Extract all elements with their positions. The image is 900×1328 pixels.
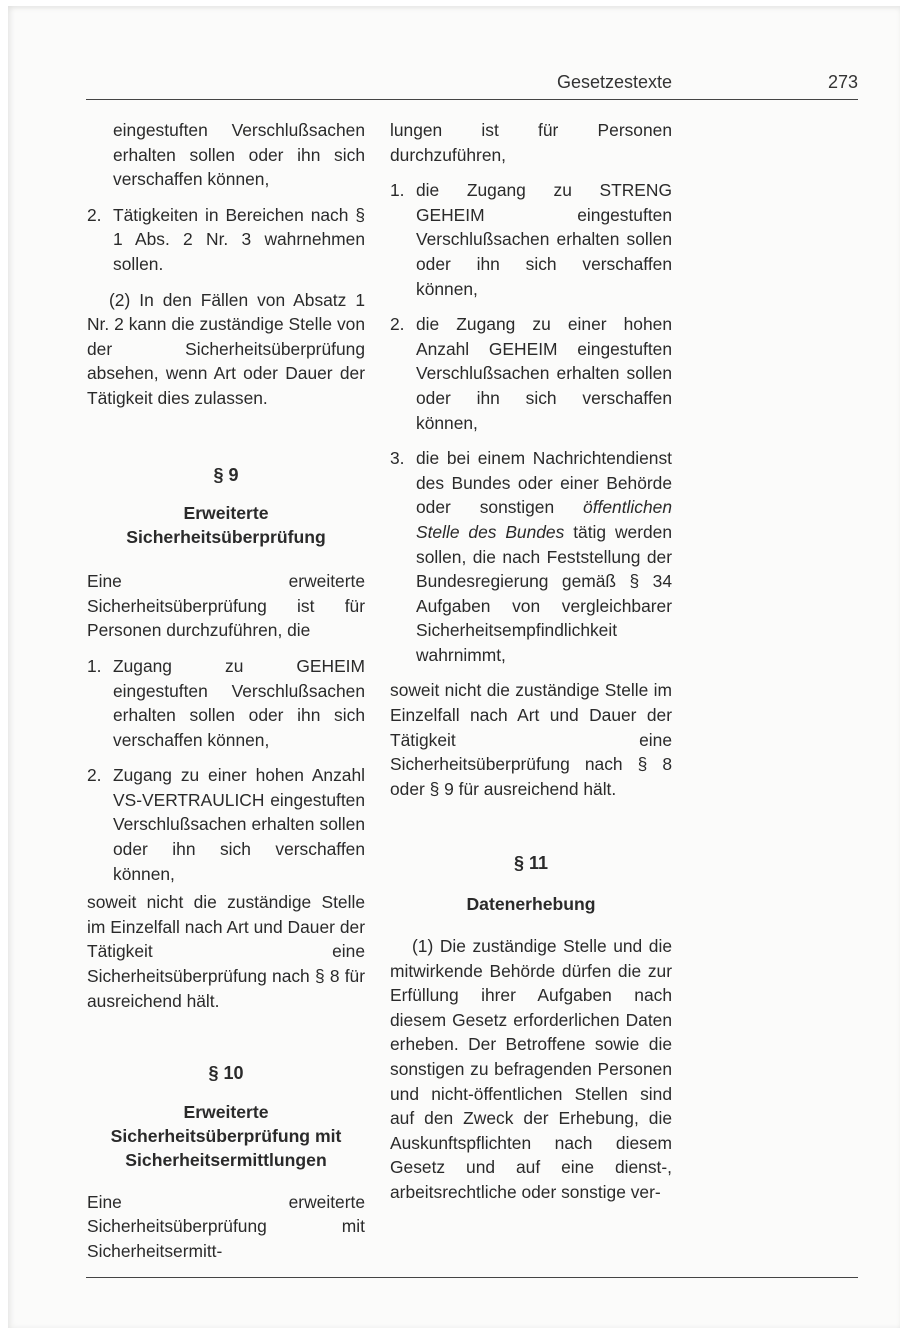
list-item-number: 1. xyxy=(390,180,405,201)
list-item-number: 2. xyxy=(87,204,102,225)
paragraph: Eine erweiterte Sicherheitsüberprüfung ist für Personen durchzuführen, die xyxy=(87,571,365,641)
running-header xyxy=(86,72,858,98)
list-item xyxy=(87,203,365,277)
list-item-text-emphasis: öffentlichen Stelle des Bundes xyxy=(416,497,672,542)
list-item-text: Tätigkeiten in Bereichen nach § 1 Abs. 2 Nr. 3 wahrnehmen sollen. xyxy=(113,204,365,274)
left-column xyxy=(87,118,365,1264)
list-item xyxy=(87,654,365,752)
section-number: § 11 xyxy=(513,853,549,874)
running-header-section: Gesetzestexte xyxy=(556,72,672,92)
paragraph: Eine erweiterte Sicherheitsüberprüfung mit Sicherheitsermitt- xyxy=(87,1191,365,1261)
section-title: Erweiterte Sicherheitsüberprüfung xyxy=(126,503,326,548)
list-item-text: die Zugang zu einer hohen Anzahl GEHEIM eingestuften Verschlußsachen erhalten sollen oder ihn sich verschaffen können, xyxy=(416,314,672,433)
section-title: Datenerhebung xyxy=(466,894,596,915)
list-item-number: 2. xyxy=(87,765,102,786)
paragraph: soweit nicht die zuständige Stelle im Einzelfall nach Art und Dauer der Tätigkeit eine Sicherheitsüberprüfung nach § 8 oder § 9 für ausreichend hält. xyxy=(390,680,672,799)
paragraph: lungen ist für Personen durchzuführen, xyxy=(390,120,672,165)
section-number: § 9 xyxy=(213,464,239,485)
page-number: 273 xyxy=(827,72,858,92)
header-rule xyxy=(86,99,858,100)
list-item-number: 1. xyxy=(87,655,102,676)
list-item-text: Zugang zu GEHEIM eingestuften Verschlußsachen erhalten sollen oder ihn sich verschaffen können, xyxy=(113,655,365,750)
list-item-text-part: tätig werden sollen, die nach Feststellung der Bundesregierung gemäß § 34 Aufgaben von vergleichbarer Sicherheitsempfindlichkeit wahrnimmt, xyxy=(416,521,673,665)
list-item-text: die Zugang zu STRENG GEHEIM eingestuften Verschlußsachen erhalten sollen oder ihn sich verschaffen können, xyxy=(416,180,672,299)
list-item xyxy=(87,763,365,886)
list-item xyxy=(390,312,672,435)
list-item-continuation: eingestuften Verschlußsachen erhalten sollen oder ihn sich verschaffen können, xyxy=(113,120,365,190)
list-item xyxy=(390,446,672,667)
section-title: Erweiterte Sicherheitsüberprüfung mit Sicherheitsermittlungen xyxy=(110,1101,342,1170)
paragraph: soweit nicht die zuständige Stelle im Einzelfall nach Art und Dauer der Tätigkeit eine Sicherheitsüberprüfung nach § 8 für ausreichend hält. xyxy=(87,892,365,1011)
list-item-number: 3. xyxy=(390,448,405,469)
paragraph: (1) Die zuständige Stelle und die mitwirkende Behörde dürfen die zur Erfüllung ihrer Aufgaben nach diesem Gesetz erforderlichen Daten erheben. Der Betroffene sowie die sonstigen zu befragenden Personen und nicht-öffentlichen Stellen sind auf den Zweck der Erhebung, die Auskunftspflichten nach diesem Gesetz und auf eine dienst-, arbeitsrechtliche oder sonstige ver- xyxy=(390,936,672,1202)
list-item-text: Zugang zu einer hohen Anzahl VS-VERTRAULICH eingestuften Verschlußsachen erhalten sollen oder ihn sich verschaffen können, xyxy=(113,765,365,884)
list-item xyxy=(390,178,672,301)
section-number: § 10 xyxy=(208,1063,244,1084)
list-item-text-part: die bei einem Nachrichtendienst des Bundes oder einer Behörde oder sonstigen xyxy=(416,448,672,518)
list-item-text xyxy=(416,446,672,667)
right-column xyxy=(390,118,672,1205)
footer-rule xyxy=(86,1277,858,1278)
paragraph: (2) In den Fällen von Absatz 1 Nr. 2 kann die zuständige Stelle von der Sicherheitsüberprüfung absehen, wenn Art oder Dauer der Tätigkeit dies zulassen. xyxy=(87,289,365,408)
list-item-number: 2. xyxy=(390,314,405,335)
